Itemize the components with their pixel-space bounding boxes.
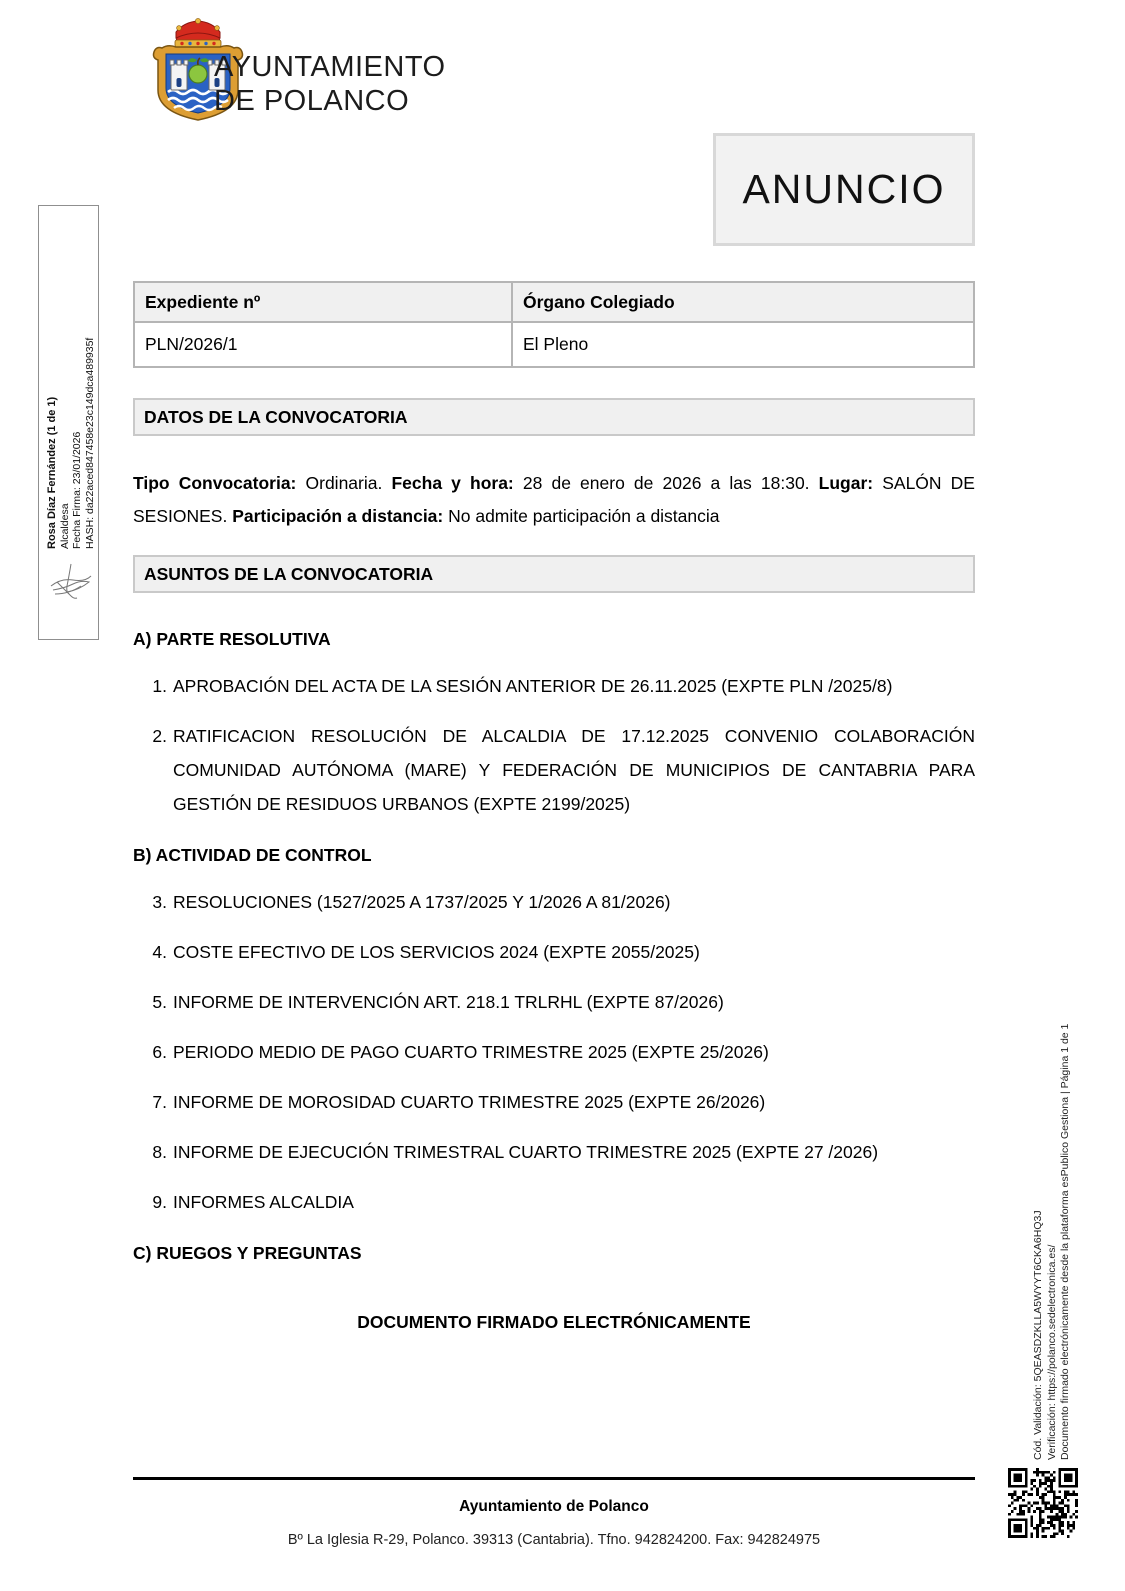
lugar-label: Lugar:: [818, 473, 874, 493]
tipo-label: Tipo Convocatoria:: [133, 473, 297, 493]
signature-stamp-text: [46, 209, 96, 549]
convocation-paragraph: [133, 467, 975, 533]
header-organo: Órgano Colegiado: [512, 282, 974, 322]
org-name: [214, 50, 446, 118]
agenda-item-1-text: APROBACIÓN DEL ACTA DE LA SESIÓN ANTERIOR DE 26.11.2025 (EXPTE PLN /2025/8): [173, 676, 893, 696]
agenda-item-2-number: 2.: [152, 726, 167, 746]
verification-url-line: Verificación: https://polanco.sedelectronica.es/: [1045, 1244, 1058, 1460]
agenda-item-3-number: 3.: [152, 892, 167, 912]
footer-address: Bº La Iglesia R-29, Polanco. 39313 (Cantabria). Tfno. 942824200. Fax: 942824975: [287, 1532, 821, 1548]
agenda-item-9: [133, 1185, 975, 1219]
qr-code: [1008, 1468, 1078, 1538]
agenda-item-6-number: 6.: [152, 1042, 167, 1062]
agenda-item-2: [133, 719, 975, 821]
agenda-item-3-text: RESOLUCIONES (1527/2025 A 1737/2025 Y 1/2026 A 81/2026): [173, 892, 671, 912]
handwritten-signature-icon: [45, 556, 97, 613]
tipo-value: Ordinaria.: [296, 473, 392, 493]
table-row: [134, 322, 974, 367]
agenda-item-5: [133, 985, 975, 1019]
section-bar-asuntos-label: ASUNTOS DE LA CONVOCATORIA: [144, 563, 434, 584]
crown: [175, 18, 221, 47]
footer-org-name: Ayuntamiento de Polanco: [459, 1498, 649, 1515]
participacion-value: No admite participación a distancia: [443, 506, 720, 526]
table-header-row: [134, 282, 974, 322]
fecha-value: 28 de enero de 2026 a las 18:30.: [513, 473, 819, 493]
footer-rule: [133, 1477, 975, 1480]
agenda-item-5-text: INFORME DE INTERVENCIÓN ART. 218.1 TRLRHL (EXPTE 87/2026): [173, 992, 724, 1012]
validation-margin-note: [1032, 962, 1073, 1460]
agenda-item-7-number: 7.: [152, 1092, 167, 1112]
agenda-item-6-text: PERIODO MEDIO DE PAGO CUARTO TRIMESTRE 2025 (EXPTE 25/2026): [173, 1042, 769, 1062]
agenda-item-9-text: INFORMES ALCALDIA: [173, 1192, 354, 1212]
agenda-item-4: [133, 935, 975, 969]
agenda-item-7-text: INFORME DE MOROSIDAD CUARTO TRIMESTRE 2025 (EXPTE 26/2026): [173, 1092, 766, 1112]
agenda-item-8-number: 8.: [152, 1142, 167, 1162]
announcement-title-box: [713, 133, 975, 246]
agenda-item-1: [133, 669, 975, 703]
lugar-value: SALÓN DE SESIONES.: [133, 473, 975, 526]
section-bar-datos: [133, 398, 975, 436]
agenda-heading-c: C) RUEGOS Y PREGUNTAS: [133, 1243, 362, 1263]
agenda-item-8-text: INFORME DE EJECUCIÓN TRIMESTRAL CUARTO TRIMESTRE 2025 (EXPTE 27 /2026): [173, 1142, 879, 1162]
agenda-item-6: [133, 1035, 975, 1069]
platform-page-line: Documento firmado electrónicamente desde la plataforma esPublico Gestiona | Página 1 de 1: [1059, 1023, 1071, 1460]
org-name-line1: AYUNTAMIENTO: [214, 51, 446, 83]
participacion-label: Participación a distancia:: [232, 506, 444, 526]
agenda-item-7: [133, 1085, 975, 1119]
agenda-heading-a: A) PARTE RESOLUTIVA: [133, 629, 331, 649]
agenda-heading-b: B) ACTIVIDAD DE CONTROL: [133, 845, 372, 865]
agenda-item-5-number: 5.: [152, 992, 167, 1012]
section-bar-asuntos: [133, 555, 975, 593]
agenda-item-2-text: RATIFICACION RESOLUCIÓN DE ALCALDIA DE 17.12.2025 CONVENIO COLABORACIÓN COMUNIDAD AUTÓNOMA (MARE) Y FEDERACIÓN DE MUNICIPIOS DE CANTABRIA PARA GESTIÓN DE RESIDUOS URBANOS (EXPTE 2199/2025): [173, 726, 975, 814]
agenda-item-3: [133, 885, 975, 919]
agenda-item-9-number: 9.: [152, 1192, 167, 1212]
agenda-item-4-text: COSTE EFECTIVO DE LOS SERVICIOS 2024 (EXPTE 2055/2025): [173, 942, 700, 962]
cell-expediente: PLN/2026/1: [134, 322, 512, 367]
fecha-label: Fecha y hora:: [391, 473, 514, 493]
validation-code-line: Cód. Validación: 5QEASDZKLLA5WYYT6CKA6HQ3J: [1032, 1210, 1044, 1460]
signer-role: Alcaldesa: [58, 503, 71, 549]
header-expediente: Expediente nº: [134, 282, 512, 322]
announcement-title: ANUNCIO: [742, 166, 946, 212]
signer-name: Rosa Díaz Fernández (1 de 1): [46, 396, 58, 549]
agenda-list: [133, 627, 975, 1339]
signature-date: Fecha Firma: 23/01/2026: [71, 431, 83, 549]
agenda-item-4-number: 4.: [152, 942, 167, 962]
cell-organo: El Pleno: [512, 322, 974, 367]
section-bar-datos-label: DATOS DE LA CONVOCATORIA: [144, 406, 408, 427]
org-name-line2: DE POLANCO: [214, 85, 410, 117]
agenda-item-1-number: 1.: [152, 676, 167, 696]
agenda-item-8: [133, 1135, 975, 1169]
signed-electronically-line: DOCUMENTO FIRMADO ELECTRÓNICAMENTE: [357, 1312, 751, 1332]
case-table: [133, 281, 975, 368]
signature-hash: HASH: da22aced847458e23c149dca489935f: [83, 337, 96, 549]
